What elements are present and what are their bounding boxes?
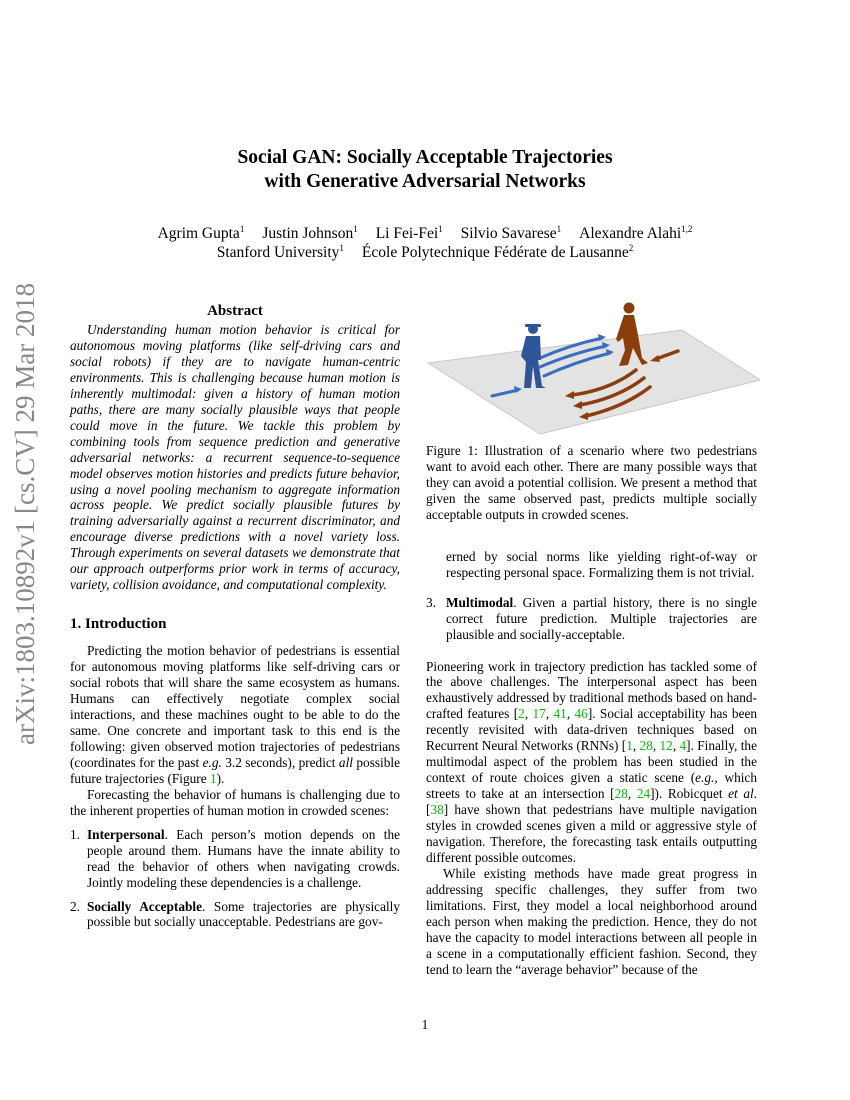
text-run: ). [216, 770, 225, 786]
affiliation-mark: 1 [556, 224, 562, 234]
list-item-socially-acceptable [70, 899, 400, 931]
text-run: 3.2 seconds), predict [221, 754, 339, 770]
affiliation-mark: 2 [628, 243, 634, 253]
citation-link[interactable]: 17 [532, 706, 546, 722]
text-run: possible future trajectories (Figure [70, 754, 400, 786]
ground-plane [428, 330, 760, 434]
affiliation-mark: 1,2 [681, 224, 693, 234]
right-paragraph-limitations [426, 866, 757, 978]
text-run: , [652, 738, 660, 754]
text-run: While existing methods have made great progress in addressing specific challenges, they suffer from two limitations. First, they model a local neighborhood around each person when making the prediction. Hence, they do not have the capacity to model interactions between all people in a scene in a computationally efficient fashion. Second, they tend to learn the “average behavior” because of the [426, 865, 757, 977]
left-column [70, 302, 400, 930]
figure-1-illustration [420, 290, 760, 440]
text-run: , [545, 706, 554, 722]
citation-link[interactable]: 1 [209, 770, 217, 786]
affiliation-mark: 1 [239, 224, 245, 234]
text-run: Predicting the motion behavior of pedestrians is essential for autonomous moving platforms like self-driving cars or social robots that will share the same ecosystem as humans. Humans can effectively negotiate complex social interactions, and these machines ought to be able to do the same. One concrete and important task to this end is the following: given observed motion trajectories of pedestrians (coordinates for the past [70, 643, 400, 770]
citation-link[interactable]: 4 [679, 738, 687, 754]
text-run: Forecasting the behavior of humans is challenging due to the inherent properties of human motion in crowded scenes: [70, 786, 400, 818]
text-run: ]. Social acceptability has been recently revisited with data-driven techniques based on Recurrent Neural Networks (RNNs) [ [426, 706, 758, 754]
author-name: Alexandre Alahi$^{1,2}$ [579, 224, 693, 242]
text-run: , [627, 786, 637, 802]
list-number: 3. [426, 594, 436, 610]
citation-link[interactable]: 2 [518, 706, 525, 722]
author-name: Stanford University$^1$ [216, 243, 344, 261]
citation-link[interactable]: 46 [574, 706, 588, 722]
text-run: all [338, 754, 353, 770]
affiliation-mark: 1 [339, 243, 344, 253]
text-run: et al [728, 786, 754, 802]
intro-heading: 1. Introduction [70, 616, 167, 633]
affiliation-mark: 1 [353, 224, 358, 234]
list-item-text: . Each person’s motion depends on the people around them. Humans have the innate ability to read the behavior of others when navigating crowds. Jointly modeling these dependencies is a challenge. [87, 826, 400, 890]
citation-link[interactable]: 28 [639, 738, 653, 754]
text-run: , [524, 706, 533, 722]
text-run: Pioneering work in trajectory prediction has tackled some of the above challenges. The interpersonal aspect has been exhaustively addressed by traditional methods based on hand-crafted features [ [426, 658, 757, 722]
citation-link[interactable]: 24 [636, 786, 651, 802]
citation-link[interactable]: 38 [430, 802, 444, 818]
text-run: , [632, 738, 640, 754]
list-item-interpersonal [70, 827, 400, 891]
abstract-text: Understanding human motion behavior is critical for autonomous moving platforms (like self-driving cars and social robots) if they are to navigate human-centric environments. This is challenging because human motion is inherently multimodal: given a history of human motion paths, there are many socially plausible ways that people could move in the future. We tackle this problem by combining tools from sequence prediction and generative adversarial networks: a recurrent sequence-to-sequence model observes motion histories and predicts future behavior, using a novel pooling mechanism to aggregate information across people. We predict socially plausible futures by training adversarially against a recurrent discriminator, and encourage diverse predictions with a novel variety loss. Through experiments on several datasets we demonstrate that our approach outperforms prior work in terms of accuracy, variety, collision avoidance, and computational complexity. [70, 322, 400, 593]
text-run: , [566, 706, 575, 722]
list-item-text: . Given a partial history, there is no single correct future prediction. Multiple trajectories are plausible and socially-acceptable. [446, 594, 757, 642]
title-line-1: Social GAN: Socially Acceptable Trajectories [237, 147, 613, 168]
list-item-multimodal [426, 595, 757, 643]
author-name: Justin Johnson$^1$ [262, 224, 358, 242]
list-item-title: Interpersonal [87, 826, 165, 842]
author-name: Li Fei-Fei$^1$ [375, 224, 443, 242]
list-item-title: Multimodal [446, 594, 514, 610]
affiliation-mark: 1 [438, 224, 443, 234]
text-run: ]. Finally, the multimodal aspect of the problem has been studied in the context of route choices given a static scene ( [426, 738, 757, 786]
text-run: e.g. [202, 754, 222, 770]
right-paragraph-pioneering [426, 659, 757, 866]
author-list [0, 224, 850, 243]
arxiv-stamp: arXiv:1803.10892v1 [cs.CV] 29 Mar 2018 [10, 283, 40, 745]
list-number: 1. [70, 826, 80, 842]
intro-paragraph-1 [70, 643, 400, 787]
intro-paragraph-2 [70, 787, 400, 819]
author-name: École Polytechnique Fédérate de Lausanne$^2$ [361, 243, 634, 261]
text-run: , [672, 738, 680, 754]
text-run: ] have shown that pedestrians have multiple navigation styles in crowded scenes given a mild or aggressive style of navigation. Therefore, the forecasting task entails outputting different possible outcomes. [426, 802, 757, 865]
text-run: , which streets to take at an intersection [ [426, 770, 757, 802]
paper-title [0, 146, 850, 194]
list-item-text: . Some trajectories are physically possible but socially unacceptable. Pedestrians are gov- [87, 898, 401, 930]
citation-link[interactable]: 1 [626, 738, 633, 754]
author-name: Agrim Gupta$^1$ [157, 224, 245, 242]
list-item-socially-acceptable-continued: erned by social norms like yielding right-of-way or respecting personal space. Formalizing them is not trivial. [446, 548, 757, 580]
right-column [426, 290, 757, 978]
affiliation-list [0, 243, 850, 262]
text-run: e.g. [695, 770, 715, 786]
list-number: 2. [70, 898, 80, 914]
list-item-title: Socially Acceptable [87, 898, 202, 914]
citation-link[interactable]: 28 [614, 786, 628, 802]
figure-1-caption: Figure 1: Illustration of a scenario where two pedestrians want to avoid each other. There are many possible ways that they can avoid a potential collision. We present a method that given the same observed past, predicts multiple socially acceptable outputs in crowded scenes. [426, 443, 757, 522]
author-name: Silvio Savarese$^1$ [460, 224, 562, 242]
citation-link[interactable]: 41 [553, 706, 567, 722]
author-block [0, 224, 850, 262]
citation-link[interactable]: 12 [659, 738, 673, 754]
title-line-2: with Generative Adversarial Networks [264, 171, 586, 192]
text-run: . [ [426, 786, 757, 818]
text-run: ]). Robicquet [650, 786, 729, 802]
page-number: 1 [421, 1017, 429, 1032]
abstract-heading: Abstract [207, 303, 263, 319]
